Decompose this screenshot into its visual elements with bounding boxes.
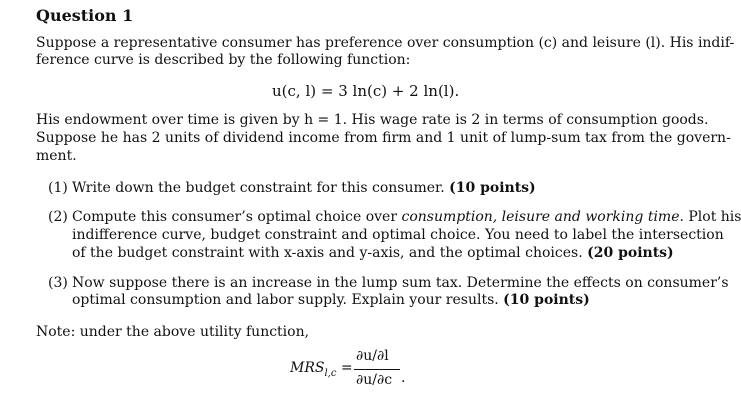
item-2-line-3 — [72, 245, 674, 262]
utility-function: u(c, l) = 3 ln(c) + 2 ln(l). — [272, 82, 460, 100]
endowment-line-2: Suppose he has 2 units of dividend income from firm and 1 unit of lump-sum tax from the govern- — [36, 130, 731, 146]
mrs-numerator: ∂u/∂l — [356, 348, 389, 364]
item-2-points: (20 points) — [587, 245, 674, 261]
note-text: Note: under the above utility function, — [36, 324, 310, 340]
item-3-line-2 — [72, 292, 590, 309]
item-3-points: (10 points) — [503, 292, 590, 308]
item-number: (1) — [48, 180, 68, 196]
item-2-line-2: indifference curve, budget constraint and optimal choice. You need to label the intersection — [72, 227, 724, 243]
item-number: (3) — [48, 275, 68, 291]
endowment-line-3: ment. — [36, 148, 77, 164]
item-2-line-3-a: of the budget constraint with x-axis and y-axis, and the optimal choices. — [72, 245, 588, 261]
item-3-line-2-a: optimal consumption and labor supply. Explain your results. — [72, 292, 504, 308]
mrs-denominator: ∂u/∂c — [356, 372, 393, 388]
item-2-line-1-c: . Plot his — [679, 209, 741, 225]
mrs-equals: = — [340, 360, 353, 376]
intro-line-2: ference curve is described by the following function: — [36, 52, 411, 68]
item-1-text-main: Write down the budget constraint for this consumer. — [72, 180, 445, 196]
intro-line-1: Suppose a representative consumer has preference over consumption (c) and leisure (l). His indif- — [36, 35, 735, 51]
item-number: (2) — [48, 209, 68, 225]
item-2-line-1-italic: consumption, leisure and working time — [401, 209, 680, 225]
fraction-bar — [354, 369, 400, 370]
mrs-period: . — [401, 370, 406, 386]
endowment-line-1: His endowment over time is given by h = 1. His wage rate is 2 in terms of consumption goods. — [36, 112, 709, 128]
mrs-label: MRS — [290, 360, 325, 376]
item-1-points: (10 points) — [449, 180, 536, 196]
item-2-line-1-a: Compute this consumer’s optimal choice over — [72, 209, 402, 225]
question-title: Question 1 — [36, 6, 134, 25]
item-2-line-1 — [72, 209, 741, 226]
item-1-text — [72, 180, 536, 197]
mrs-subscript: l,c — [324, 367, 337, 379]
item-3-line-1: Now suppose there is an increase in the lump sum tax. Determine the effects on consumer’s — [72, 275, 729, 291]
